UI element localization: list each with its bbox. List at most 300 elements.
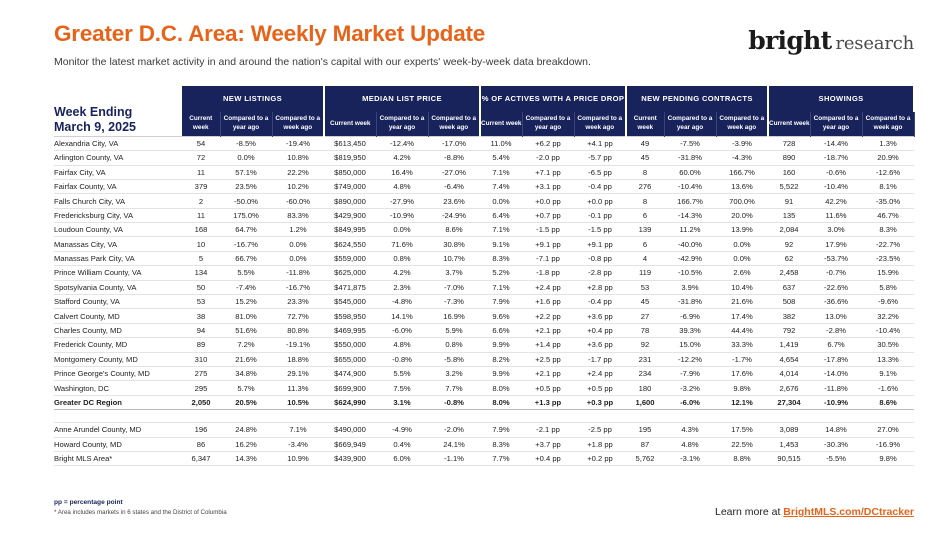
cell-10: 15.0%: [664, 338, 716, 352]
cell-1: 23.5%: [220, 179, 272, 193]
cell-3: $699,900: [324, 381, 376, 395]
table-row-extra: [54, 451, 914, 465]
group-header-row: [54, 86, 914, 112]
group-new-pending-contracts: NEW PENDING CONTRACTS: [626, 86, 768, 112]
cell-10: -42.9%: [664, 251, 716, 265]
cell-1: 5.7%: [220, 381, 272, 395]
group-median-list-price: MEDIAN LIST PRICE: [324, 86, 480, 112]
cell-11: 8.8%: [716, 451, 768, 465]
cell-3: $469,995: [324, 323, 376, 337]
cell-11: 12.1%: [716, 395, 768, 409]
cell-7: +0.0 pp: [522, 194, 574, 208]
cell-6: 6.6%: [480, 323, 522, 337]
table-row: [54, 237, 914, 251]
table-row: [54, 165, 914, 179]
cell-11: 0.0%: [716, 237, 768, 251]
table-row: [54, 352, 914, 366]
cell-5: -5.8%: [428, 352, 480, 366]
cell-12: 160: [768, 165, 810, 179]
row-label: Arlington County, VA: [54, 151, 182, 165]
cell-3: $655,000: [324, 352, 376, 366]
cell-14: 13.3%: [862, 352, 914, 366]
cell-14: -35.0%: [862, 194, 914, 208]
cell-5: 7.7%: [428, 381, 480, 395]
cell-11: 17.6%: [716, 367, 768, 381]
cell-8: +3.6 pp: [574, 338, 626, 352]
cell-8: +9.1 pp: [574, 237, 626, 251]
cell-8: -1.7 pp: [574, 352, 626, 366]
table-row: [54, 367, 914, 381]
cell-12: 2,084: [768, 223, 810, 237]
cell-0: 275: [182, 367, 220, 381]
cell-10: 4.8%: [664, 437, 716, 451]
cell-8: +0.5 pp: [574, 381, 626, 395]
cell-1: 175.0%: [220, 208, 272, 222]
cell-7: +0.5 pp: [522, 381, 574, 395]
cell-3: $625,000: [324, 266, 376, 280]
cell-12: 62: [768, 251, 810, 265]
cell-6: 7.1%: [480, 165, 522, 179]
brand-logo: [748, 22, 934, 55]
cell-12: 27,304: [768, 395, 810, 409]
cell-8: -2.8 pp: [574, 266, 626, 280]
cell-1: 15.2%: [220, 295, 272, 309]
cell-13: -17.8%: [810, 352, 862, 366]
cell-5: 10.7%: [428, 251, 480, 265]
cell-14: 32.2%: [862, 309, 914, 323]
cell-9: 27: [626, 309, 664, 323]
cell-14: 8.3%: [862, 223, 914, 237]
cell-4: 16.4%: [376, 165, 428, 179]
cell-12: 4,654: [768, 352, 810, 366]
cell-3: $474,900: [324, 367, 376, 381]
cell-11: -1.7%: [716, 352, 768, 366]
cell-12: 135: [768, 208, 810, 222]
cell-11: 13.6%: [716, 179, 768, 193]
footnotes: [54, 498, 227, 518]
learn-more-link[interactable]: BrightMLS.com/DCtracker: [783, 506, 914, 518]
cell-6: 7.9%: [480, 423, 522, 437]
cell-0: 38: [182, 309, 220, 323]
cell-0: 2: [182, 194, 220, 208]
cell-10: 3.9%: [664, 280, 716, 294]
cell-9: 78: [626, 323, 664, 337]
week-ending-date: March 9, 2025: [54, 120, 136, 135]
cell-8: +4.1 pp: [574, 136, 626, 150]
cell-10: -10.4%: [664, 179, 716, 193]
table-row: [54, 309, 914, 323]
cell-10: -7.9%: [664, 367, 716, 381]
subheader-mlp-wow: Compared to a week ago: [428, 112, 480, 137]
cell-12: 5,522: [768, 179, 810, 193]
cell-3: $624,550: [324, 237, 376, 251]
table-row: [54, 381, 914, 395]
cell-5: -0.8%: [428, 395, 480, 409]
cell-1: 66.7%: [220, 251, 272, 265]
cell-2: 0.0%: [272, 251, 324, 265]
cell-4: 5.5%: [376, 367, 428, 381]
cell-11: 17.4%: [716, 309, 768, 323]
cell-12: 728: [768, 136, 810, 150]
cell-1: 24.8%: [220, 423, 272, 437]
cell-9: 45: [626, 295, 664, 309]
cell-14: 9.1%: [862, 367, 914, 381]
cell-4: 4.8%: [376, 179, 428, 193]
cell-6: 5.4%: [480, 151, 522, 165]
cell-10: -6.9%: [664, 309, 716, 323]
cell-2: -11.8%: [272, 266, 324, 280]
cell-0: 6,347: [182, 451, 220, 465]
row-label: Calvert County, MD: [54, 309, 182, 323]
cell-0: 2,050: [182, 395, 220, 409]
cell-2: -19.4%: [272, 136, 324, 150]
cell-0: 54: [182, 136, 220, 150]
cell-4: 0.8%: [376, 251, 428, 265]
cell-2: 7.1%: [272, 423, 324, 437]
cell-4: -6.0%: [376, 323, 428, 337]
subheader-nl-yoy: Compared to a year ago: [220, 112, 272, 137]
table-row-total: [54, 395, 914, 409]
cell-14: 27.0%: [862, 423, 914, 437]
cell-2: 0.0%: [272, 237, 324, 251]
table-row: [54, 280, 914, 294]
cell-13: -5.5%: [810, 451, 862, 465]
subheader-sh-wow: Compared to a week ago: [862, 112, 914, 137]
row-label: Loudoun County, VA: [54, 223, 182, 237]
table-row: [54, 151, 914, 165]
cell-14: -9.6%: [862, 295, 914, 309]
cell-6: 9.9%: [480, 338, 522, 352]
cell-7: +3.7 pp: [522, 437, 574, 451]
cell-13: 13.0%: [810, 309, 862, 323]
table-row: [54, 266, 914, 280]
cell-11: 2.6%: [716, 266, 768, 280]
cell-13: -10.4%: [810, 179, 862, 193]
row-label: Manassas City, VA: [54, 237, 182, 251]
cell-7: +1.6 pp: [522, 295, 574, 309]
cell-6: 8.3%: [480, 251, 522, 265]
cell-14: 8.1%: [862, 179, 914, 193]
cell-7: +9.1 pp: [522, 237, 574, 251]
cell-3: $613,450: [324, 136, 376, 150]
cell-12: 382: [768, 309, 810, 323]
cell-10: -14.3%: [664, 208, 716, 222]
cell-9: 4: [626, 251, 664, 265]
row-label: Anne Arundel County, MD: [54, 423, 182, 437]
cell-4: 14.1%: [376, 309, 428, 323]
cell-5: -6.4%: [428, 179, 480, 193]
cell-12: 90,515: [768, 451, 810, 465]
cell-6: 5.2%: [480, 266, 522, 280]
cell-1: 14.3%: [220, 451, 272, 465]
cell-13: -11.8%: [810, 381, 862, 395]
table-row: [54, 295, 914, 309]
cell-2: 29.1%: [272, 367, 324, 381]
row-label: Howard County, MD: [54, 437, 182, 451]
cell-9: 195: [626, 423, 664, 437]
learn-more: [715, 506, 914, 518]
cell-14: 30.5%: [862, 338, 914, 352]
cell-7: -2.0 pp: [522, 151, 574, 165]
cell-14: -16.9%: [862, 437, 914, 451]
page-subtitle: Monitor the latest market activity in and around the nation's capital with our experts' week-by-week data breakdown.: [54, 55, 591, 68]
cell-11: 9.8%: [716, 381, 768, 395]
cell-11: 20.0%: [716, 208, 768, 222]
cell-8: -0.4 pp: [574, 179, 626, 193]
cell-1: 34.8%: [220, 367, 272, 381]
cell-0: 11: [182, 165, 220, 179]
cell-13: -53.7%: [810, 251, 862, 265]
cell-13: -0.6%: [810, 165, 862, 179]
cell-4: 71.6%: [376, 237, 428, 251]
cell-2: 72.7%: [272, 309, 324, 323]
subheader-sh-yoy: Compared to a year ago: [810, 112, 862, 137]
cell-3: $545,000: [324, 295, 376, 309]
cell-13: 6.7%: [810, 338, 862, 352]
cell-13: -0.7%: [810, 266, 862, 280]
cell-4: 4.8%: [376, 338, 428, 352]
cell-0: 50: [182, 280, 220, 294]
cell-3: $819,950: [324, 151, 376, 165]
cell-4: -12.4%: [376, 136, 428, 150]
cell-3: $429,900: [324, 208, 376, 222]
cell-11: 0.0%: [716, 251, 768, 265]
cell-10: -31.8%: [664, 295, 716, 309]
cell-3: $439,900: [324, 451, 376, 465]
cell-8: -5.7 pp: [574, 151, 626, 165]
cell-7: +2.4 pp: [522, 280, 574, 294]
cell-2: -16.7%: [272, 280, 324, 294]
cell-0: 94: [182, 323, 220, 337]
cell-7: -1.5 pp: [522, 223, 574, 237]
row-label: Fairfax County, VA: [54, 179, 182, 193]
cell-5: -1.1%: [428, 451, 480, 465]
table-row-extra: [54, 423, 914, 437]
cell-6: 7.4%: [480, 179, 522, 193]
cell-11: 44.4%: [716, 323, 768, 337]
cell-2: -19.1%: [272, 338, 324, 352]
cell-8: +2.8 pp: [574, 280, 626, 294]
cell-13: -36.6%: [810, 295, 862, 309]
row-label: Montgomery County, MD: [54, 352, 182, 366]
cell-13: -10.9%: [810, 395, 862, 409]
row-label: Fairfax City, VA: [54, 165, 182, 179]
cell-1: 20.5%: [220, 395, 272, 409]
cell-14: -12.6%: [862, 165, 914, 179]
cell-14: -10.4%: [862, 323, 914, 337]
subheader-npc-current: Current week: [626, 112, 664, 137]
cell-2: 10.2%: [272, 179, 324, 193]
page-header: [18, 0, 934, 68]
table-head: [54, 86, 914, 137]
cell-4: -10.9%: [376, 208, 428, 222]
cell-8: +0.4 pp: [574, 323, 626, 337]
cell-4: 0.4%: [376, 437, 428, 451]
cell-3: $624,990: [324, 395, 376, 409]
cell-14: 8.6%: [862, 395, 914, 409]
cell-4: -27.9%: [376, 194, 428, 208]
table-row: [54, 179, 914, 193]
page-footer: [54, 498, 914, 518]
row-label: Falls Church City, VA: [54, 194, 182, 208]
cell-2: 22.2%: [272, 165, 324, 179]
group-price-drop: % OF ACTIVES WITH A PRICE DROP: [480, 86, 626, 112]
cell-1: 0.0%: [220, 151, 272, 165]
subheader-pd-current: Current week: [480, 112, 522, 137]
cell-5: -24.9%: [428, 208, 480, 222]
row-label: Charles County, MD: [54, 323, 182, 337]
cell-2: -3.4%: [272, 437, 324, 451]
cell-9: 231: [626, 352, 664, 366]
cell-11: 22.5%: [716, 437, 768, 451]
cell-2: 10.9%: [272, 451, 324, 465]
cell-12: 2,676: [768, 381, 810, 395]
learn-more-prefix: Learn more at: [715, 506, 784, 518]
cell-5: 0.8%: [428, 338, 480, 352]
cell-10: -3.2%: [664, 381, 716, 395]
footnote-area: * Area includes markets in 6 states and the District of Columbia: [54, 509, 227, 517]
cell-6: 9.6%: [480, 309, 522, 323]
cell-6: 8.3%: [480, 437, 522, 451]
cell-3: $850,000: [324, 165, 376, 179]
cell-13: -14.4%: [810, 136, 862, 150]
footnote-pp: pp = percentage point: [54, 498, 123, 506]
cell-12: 508: [768, 295, 810, 309]
cell-9: 6: [626, 237, 664, 251]
cell-14: 1.3%: [862, 136, 914, 150]
cell-5: -2.0%: [428, 423, 480, 437]
subheader-nl-current: Current week: [182, 112, 220, 137]
cell-11: 21.6%: [716, 295, 768, 309]
row-label: Manassas Park City, VA: [54, 251, 182, 265]
cell-9: 180: [626, 381, 664, 395]
cell-12: 637: [768, 280, 810, 294]
cell-9: 1,600: [626, 395, 664, 409]
cell-0: 5: [182, 251, 220, 265]
row-label: Bright MLS Area*: [54, 451, 182, 465]
cell-4: -0.8%: [376, 352, 428, 366]
brand-primary-text: bright: [748, 26, 832, 55]
cell-2: 83.3%: [272, 208, 324, 222]
cell-12: 92: [768, 237, 810, 251]
cell-3: $559,000: [324, 251, 376, 265]
cell-4: 3.1%: [376, 395, 428, 409]
cell-5: 23.6%: [428, 194, 480, 208]
brand-secondary-text: research: [835, 33, 914, 54]
table-row: [54, 208, 914, 222]
cell-14: 15.9%: [862, 266, 914, 280]
row-label: Prince William County, VA: [54, 266, 182, 280]
market-table-wrapper: [18, 86, 934, 467]
cell-10: -40.0%: [664, 237, 716, 251]
cell-12: 3,089: [768, 423, 810, 437]
cell-7: +2.1 pp: [522, 367, 574, 381]
cell-9: 87: [626, 437, 664, 451]
cell-0: 89: [182, 338, 220, 352]
cell-6: 7.7%: [480, 451, 522, 465]
cell-4: 4.2%: [376, 266, 428, 280]
row-label: Frederick County, MD: [54, 338, 182, 352]
cell-10: 11.2%: [664, 223, 716, 237]
cell-11: 700.0%: [716, 194, 768, 208]
cell-12: 2,458: [768, 266, 810, 280]
subheader-pd-wow: Compared to a week ago: [574, 112, 626, 137]
cell-13: 11.6%: [810, 208, 862, 222]
cell-7: -7.1 pp: [522, 251, 574, 265]
cell-0: 310: [182, 352, 220, 366]
cell-5: 3.2%: [428, 367, 480, 381]
cell-0: 134: [182, 266, 220, 280]
sub-header-row: [54, 112, 914, 137]
cell-7: +0.4 pp: [522, 451, 574, 465]
cell-0: 168: [182, 223, 220, 237]
cell-6: 8.2%: [480, 352, 522, 366]
cell-6: 8.0%: [480, 381, 522, 395]
cell-7: +2.2 pp: [522, 309, 574, 323]
cell-8: -0.8 pp: [574, 251, 626, 265]
cell-8: +3.6 pp: [574, 309, 626, 323]
cell-11: 166.7%: [716, 165, 768, 179]
cell-1: 57.1%: [220, 165, 272, 179]
cell-13: 17.9%: [810, 237, 862, 251]
subheader-mlp-current: Current week: [324, 112, 376, 137]
cell-0: 11: [182, 208, 220, 222]
subheader-npc-yoy: Compared to a year ago: [664, 112, 716, 137]
cell-8: -1.5 pp: [574, 223, 626, 237]
cell-11: 33.3%: [716, 338, 768, 352]
cell-6: 11.0%: [480, 136, 522, 150]
cell-7: +1.4 pp: [522, 338, 574, 352]
cell-10: 39.3%: [664, 323, 716, 337]
subheader-npc-wow: Compared to a week ago: [716, 112, 768, 137]
cell-10: -7.5%: [664, 136, 716, 150]
cell-4: 4.2%: [376, 151, 428, 165]
cell-6: 9.9%: [480, 367, 522, 381]
cell-5: 30.8%: [428, 237, 480, 251]
cell-1: -16.7%: [220, 237, 272, 251]
cell-0: 379: [182, 179, 220, 193]
cell-10: -31.8%: [664, 151, 716, 165]
cell-1: -8.5%: [220, 136, 272, 150]
cell-0: 86: [182, 437, 220, 451]
table-spacer-row: [54, 410, 914, 423]
cell-5: -27.0%: [428, 165, 480, 179]
cell-9: 119: [626, 266, 664, 280]
week-ending-label: Week Ending: [54, 104, 133, 119]
row-label: Washington, DC: [54, 381, 182, 395]
cell-2: 11.3%: [272, 381, 324, 395]
title-block: [18, 22, 591, 68]
cell-14: 46.7%: [862, 208, 914, 222]
cell-13: 14.8%: [810, 423, 862, 437]
cell-3: $598,950: [324, 309, 376, 323]
week-ending-cell: [54, 86, 182, 137]
cell-5: 24.1%: [428, 437, 480, 451]
cell-10: 60.0%: [664, 165, 716, 179]
cell-4: -4.9%: [376, 423, 428, 437]
cell-11: -3.9%: [716, 136, 768, 150]
cell-1: -50.0%: [220, 194, 272, 208]
cell-1: 7.2%: [220, 338, 272, 352]
cell-9: 45: [626, 151, 664, 165]
cell-2: 23.3%: [272, 295, 324, 309]
cell-0: 10: [182, 237, 220, 251]
cell-5: -17.0%: [428, 136, 480, 150]
cell-1: 51.6%: [220, 323, 272, 337]
cell-1: -7.4%: [220, 280, 272, 294]
cell-7: +7.1 pp: [522, 165, 574, 179]
cell-11: 13.9%: [716, 223, 768, 237]
